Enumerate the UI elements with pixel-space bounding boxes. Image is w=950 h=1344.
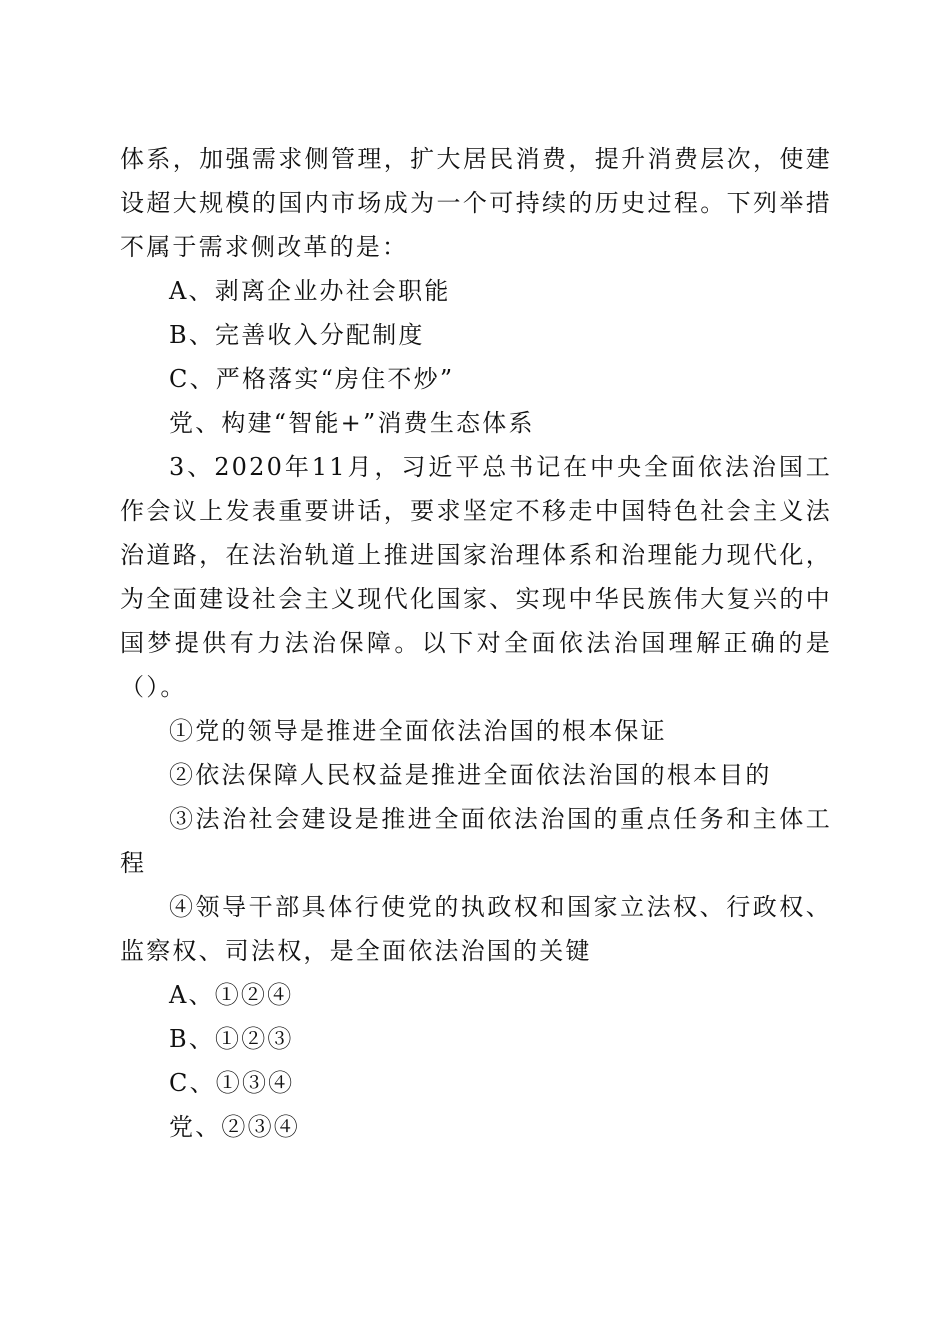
question-3-stem: 3、2020年11月，习近平总书记在中央全面依法治国工作会议上发表重要讲话，要求坚定不移走中国特色社会主义法治道路，在法治轨道上推进国家治理体系和治理能力现代化，为全面建设社会主义现代化国家、实现中华民族伟大复兴的中国梦提供有力法治保障。以下对全面依法治国理解正确的是（）。: [120, 453, 832, 701]
document-body: [120, 137, 832, 1149]
question-3-option-b: B、①②③: [169, 1025, 294, 1053]
question-2-option-c: C、严格落实“房住不炒”: [169, 365, 455, 393]
question-3-option-d: 党、②③④: [169, 1113, 300, 1141]
question-3-statement-1: ①党的领导是推进全面依法治国的根本保证: [169, 717, 667, 745]
question-3-statement-3: ③法治社会建设是推进全面依法治国的重点任务和主体工程: [120, 805, 832, 877]
question-2-option-a: A、剥离企业办社会职能: [169, 277, 451, 305]
question-2-option-b: B、完善收入分配制度: [169, 321, 425, 349]
question-3-statement-4: ④领导干部具体行使党的执政权和国家立法权、行政权、监察权、司法权，是全面依法治国的关键: [120, 893, 832, 965]
question-3-option-a: A、①②④: [169, 981, 294, 1009]
question-3-statement-2: ②依法保障人民权益是推进全面依法治国的根本目的: [169, 761, 772, 789]
question-3-option-c: C、①③④: [169, 1069, 295, 1097]
question-2-option-d: 党、构建“智能+”消费生态体系: [169, 409, 535, 437]
question-2-stem-continuation: 体系，加强需求侧管理，扩大居民消费，提升消费层次，使建设超大规模的国内市场成为一个可持续的历史过程。下列举措不属于需求侧改革的是：: [120, 145, 832, 261]
